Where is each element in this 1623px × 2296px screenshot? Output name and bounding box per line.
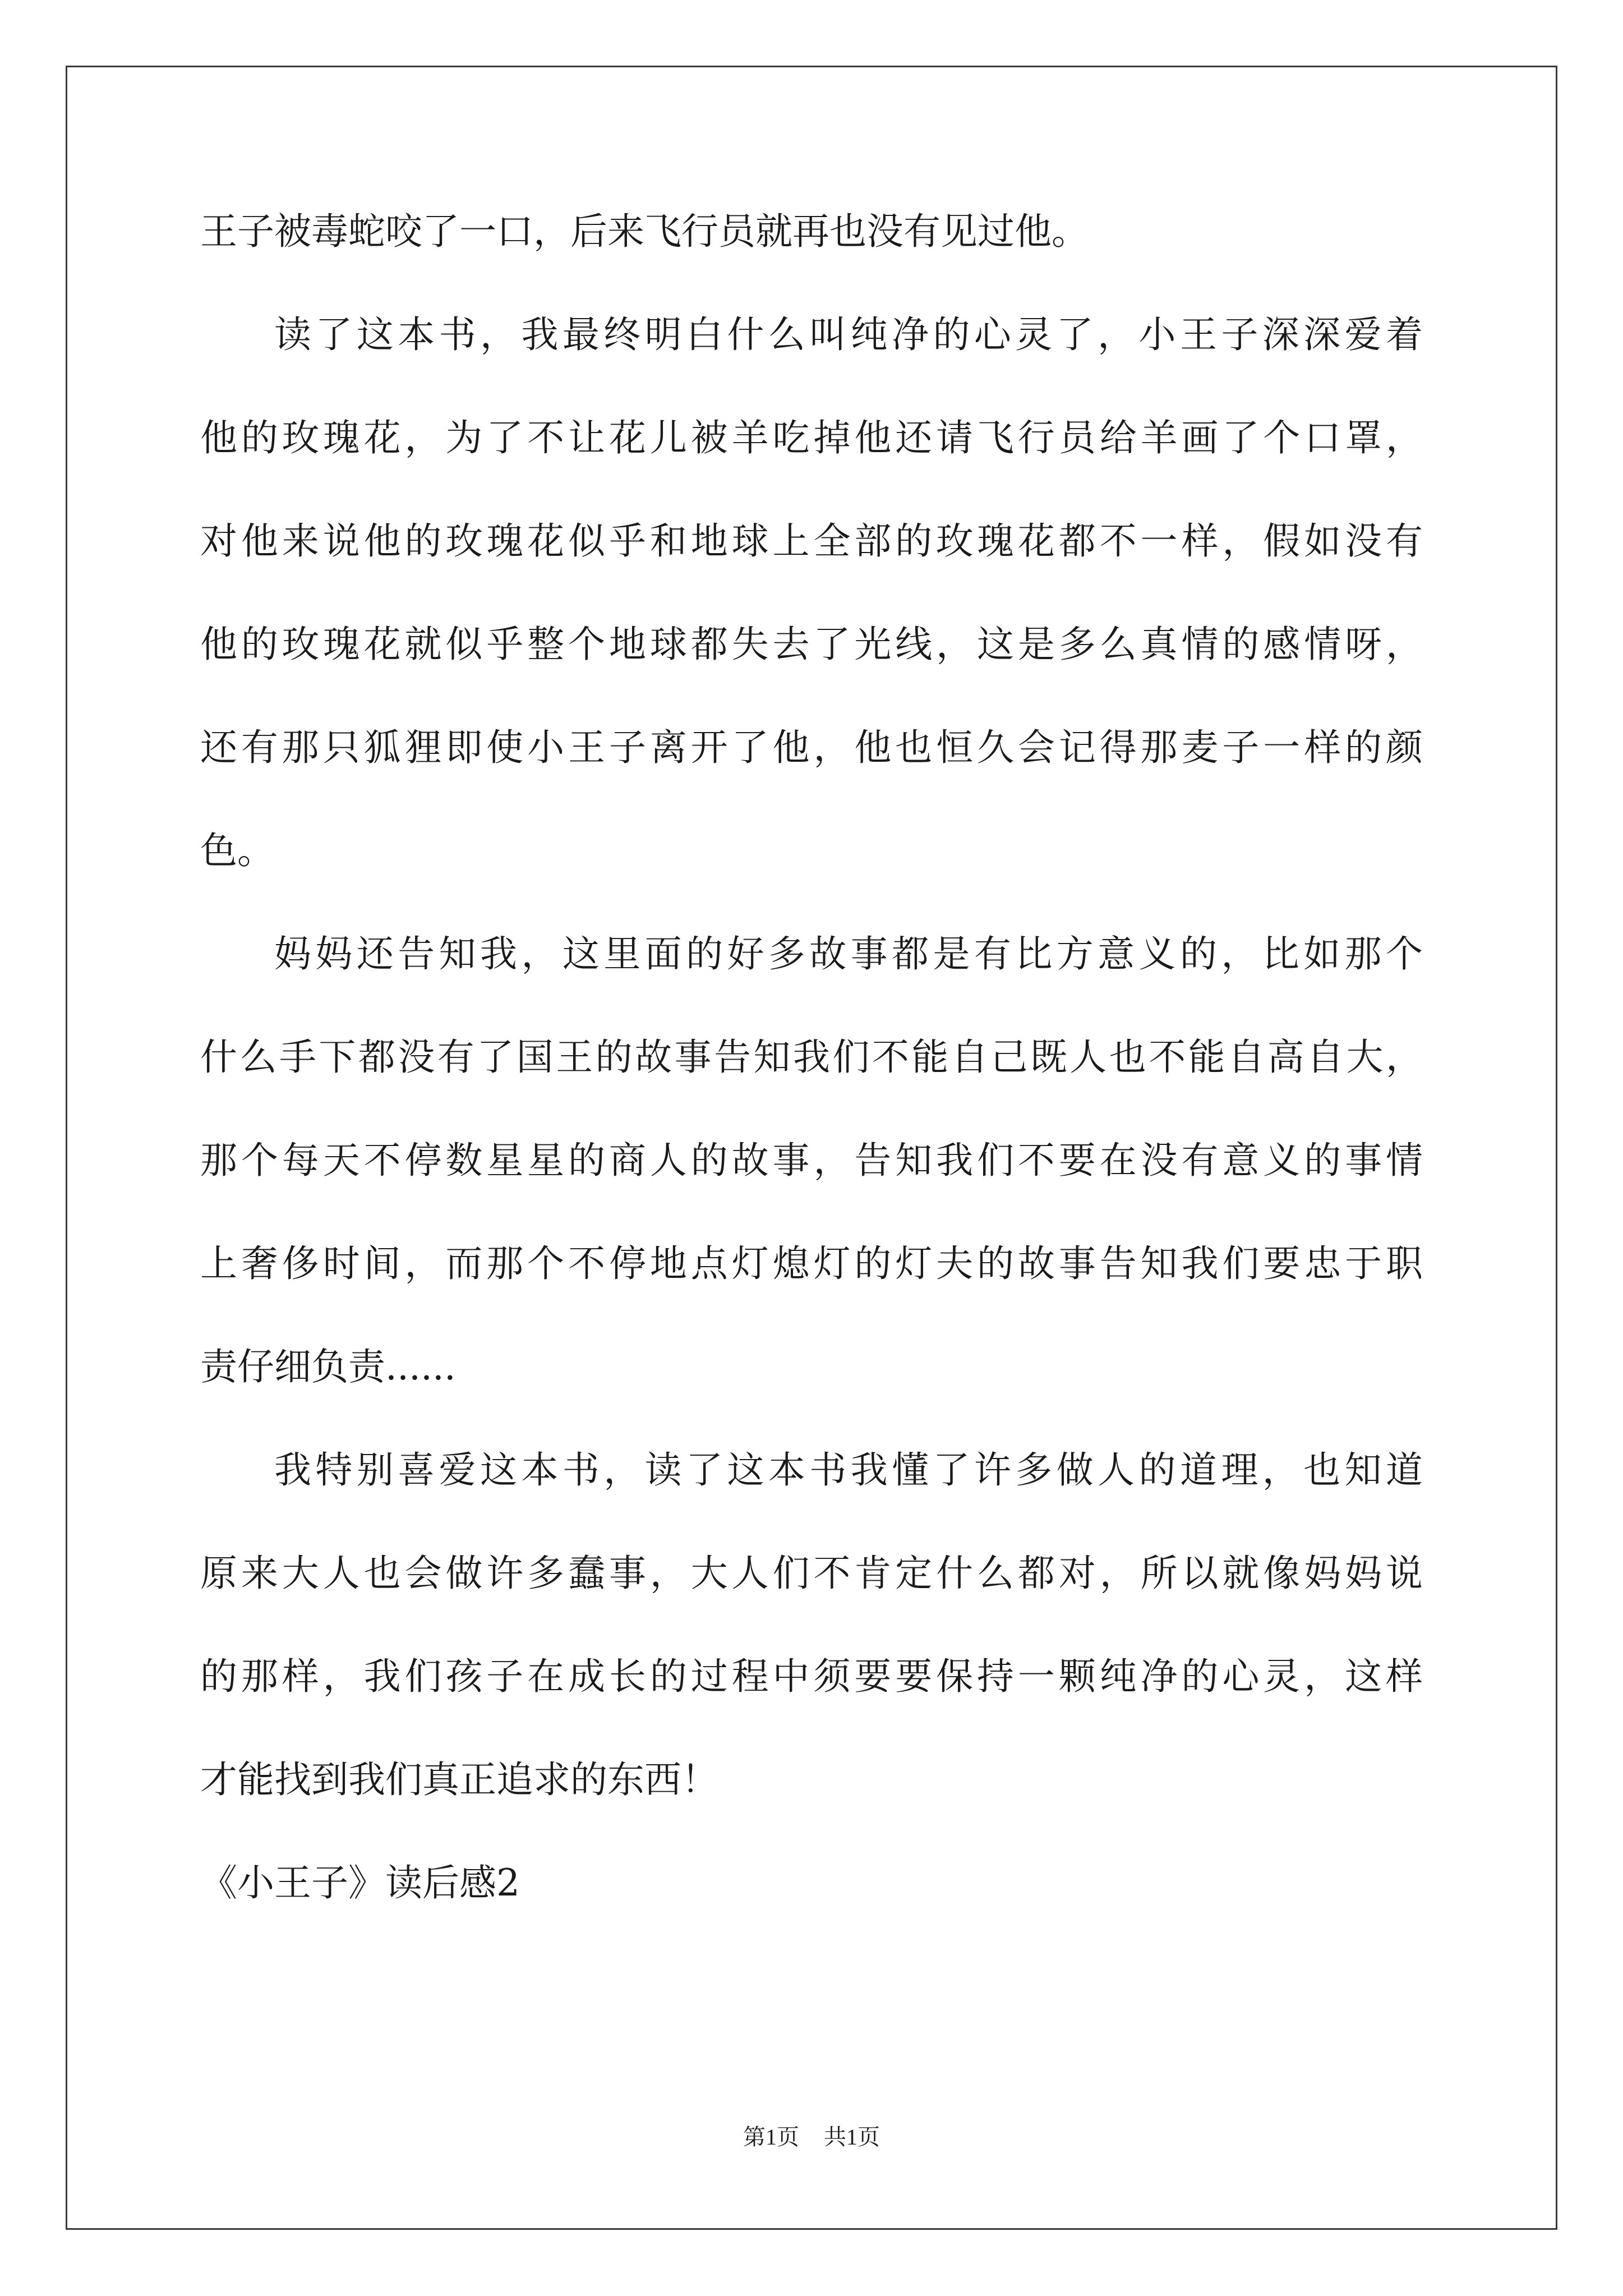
text-line: 责仔细负责...... (200, 1345, 456, 1388)
text-line: 还有那只狐狸即使小王子离开了他，他也恒久会记得那麦子一样的颜 (200, 726, 1423, 769)
text-line: 他的玫瑰花，为了不让花儿被羊吃掉他还请飞行员给羊画了个口罩， (200, 416, 1423, 459)
text-line: 上奢侈时间，而那个不停地点灯熄灯的灯夫的故事告知我们要忠于职 (200, 1242, 1423, 1285)
text-line: 的那样，我们孩子在成长的过程中须要要保持一颗纯净的心灵，这样 (200, 1655, 1423, 1698)
page-number: 第1页 (743, 2124, 799, 2150)
text-line: 才能找到我们真正追求的东西！ (200, 1758, 718, 1801)
text-line: 原来大人也会做许多蠢事，大人们不肯定什么都对，所以就像妈妈说 (200, 1552, 1423, 1595)
paragraph-first-line: 读了这本书，我最终明白什么叫纯净的心灵了，小王子深深爱着 (274, 313, 1423, 356)
text-line: 那个每天不停数星星的商人的故事，告知我们不要在没有意义的事情 (200, 1139, 1423, 1182)
text-line: 他的玫瑰花就似乎整个地球都失去了光线，这是多么真情的感情呀， (200, 623, 1423, 666)
text-line: 什么手下都没有了国王的故事告知我们不能自己既人也不能自高自大， (200, 1036, 1423, 1079)
paragraph-first-line: 妈妈还告知我，这里面的好多故事都是有比方意义的，比如那个 (274, 932, 1423, 976)
document-body (200, 210, 1423, 1968)
paragraph-first-line: 我特别喜爱这本书，读了这本书我懂了许多做人的道理，也知道 (274, 1448, 1423, 1492)
section-heading: 《小王子》读后感2 (200, 1861, 520, 1904)
page-footer (0, 2126, 1623, 2148)
text-line: 色。 (200, 829, 274, 872)
text-line: 对他来说他的玫瑰花似乎和地球上全部的玫瑰花都不一样，假如没有 (200, 519, 1423, 563)
text-line: 王子被毒蛇咬了一口，后来飞行员就再也没有见过他。 (200, 210, 1089, 253)
page-total: 共1页 (824, 2124, 880, 2150)
